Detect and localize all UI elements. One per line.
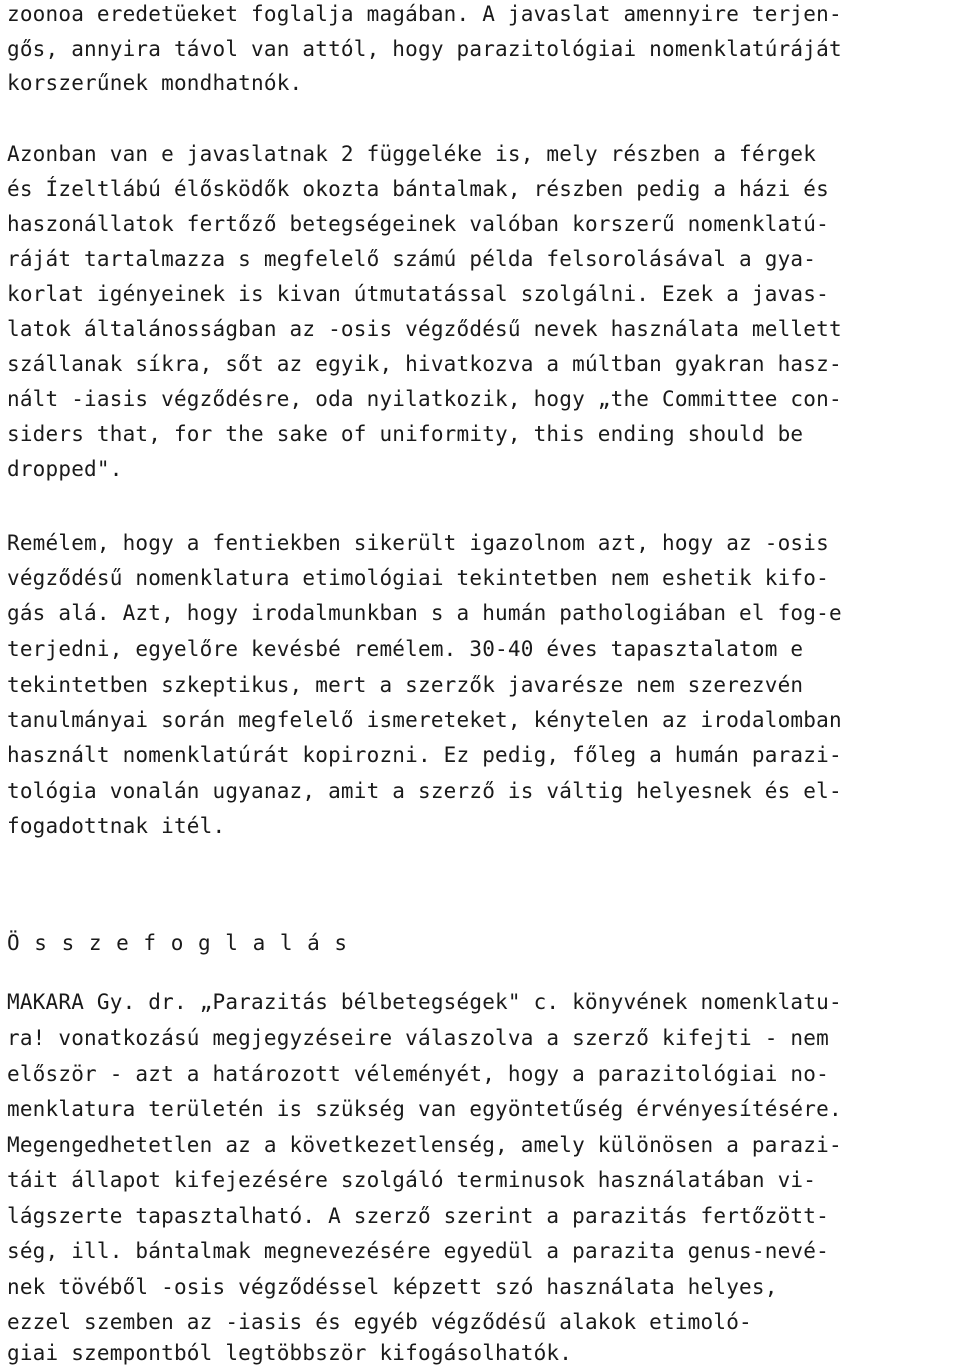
- paragraph-3-line: tológia vonalán ugyanaz, amit a szerző is váltig helyesnek és el-: [7, 779, 842, 803]
- summary-line: menklatura területén is szükség van egyöntetűség érvényesítésére.: [7, 1097, 842, 1121]
- summary-line: először - azt a határozott véleményét, hogy a parazitológiai no-: [7, 1062, 829, 1086]
- paragraph-3-line: tanulmányai során megfelelő ismereteket, kénytelen az irodalomban: [7, 708, 842, 732]
- summary-line: lágszerte tapasztalható. A szerző szerint a parazitás fertőzött-: [7, 1204, 829, 1228]
- paragraph-1-line: zoonoa eredetüeket foglalja magában. A javaslat amennyire terjen-: [7, 2, 842, 26]
- summary-line: ezzel szemben az -iasis és egyéb végződésű alakok etimoló-: [7, 1310, 752, 1334]
- summary-line: nek tövéből -osis végződéssel képzett szó használata helyes,: [7, 1275, 778, 1299]
- summary-line: táit állapot kifejezésére szolgáló terminusok használatában vi-: [7, 1168, 817, 1192]
- summary-line: ség, ill. bántalmak megnevezésére egyedül a parazita genus-nevé-: [7, 1239, 829, 1263]
- paragraph-3-line: tekintetben szkeptikus, mert a szerzők javarésze nem szerezvén: [7, 673, 804, 697]
- summary-line: ra! vonatkozású megjegyzéseire válaszolva a szerző kifejti - nem: [7, 1026, 829, 1050]
- paragraph-2-line: szállanak síkra, sőt az egyik, hivatkozva a múltban gyakran hasz-: [7, 352, 842, 376]
- summary-line: MAKARA Gy. dr. „Parazitás bélbetegségek" c. könyvének nomenklatu-: [7, 990, 842, 1014]
- paragraph-3-line: használt nomenklatúrát kopirozni. Ez pedig, főleg a humán parazi-: [7, 743, 842, 767]
- summary-line: giai szempontból legtöbbször kifogásolhatók.: [7, 1341, 573, 1365]
- paragraph-2-line: korlat igényeinek is kivan útmutatással szolgálni. Ezek a javas-: [7, 282, 829, 306]
- paragraph-2-line: haszonállatok fertőző betegségeinek valóban korszerű nomenklatú-: [7, 212, 829, 236]
- summary-line: Megengedhetetlen az a következetlenség, amely különösen a parazi-: [7, 1133, 842, 1157]
- paragraph-3-line: terjedni, egyelőre kevésbé remélem. 30-40 éves tapasztalatom e: [7, 637, 804, 661]
- paragraph-2-line: nált -iasis végződésre, oda nyilatkozik, hogy „the Committee con-: [7, 387, 842, 411]
- paragraph-3-line: végződésű nomenklatura etimológiai tekintetben nem eshetik kifo-: [7, 566, 829, 590]
- paragraph-2-line: és Ízeltlábú élősködők okozta bántalmak, részben pedig a házi és: [7, 177, 829, 201]
- paragraph-3-line: gás alá. Azt, hogy irodalmunkban s a humán pathologiában el fog-e: [7, 601, 842, 625]
- paragraph-2-line: latok általánosságban az -osis végződésű nevek használata mellett: [7, 317, 842, 341]
- paragraph-3-line: Remélem, hogy a fentiekben sikerült igazolnom azt, hogy az -osis: [7, 531, 829, 555]
- section-heading: Ö s s z e f o g l a l á s: [7, 931, 349, 955]
- paragraph-2-line: dropped".: [7, 457, 123, 481]
- paragraph-2-line: Azonban van e javaslatnak 2 függeléke is, mely részben a férgek: [7, 142, 817, 166]
- paragraph-2-line: ráját tartalmazza s megfelelő számú példa felsorolásával a gya-: [7, 247, 817, 271]
- paragraph-2-line: siders that, for the sake of uniformity, this ending should be: [7, 422, 804, 446]
- paragraph-1-line: korszerűnek mondhatnók.: [7, 71, 303, 95]
- paragraph-1-line: gős, annyira távol van attól, hogy parazitológiai nomenklatúráját: [7, 37, 842, 61]
- paragraph-3-line: fogadottnak itél.: [7, 814, 226, 838]
